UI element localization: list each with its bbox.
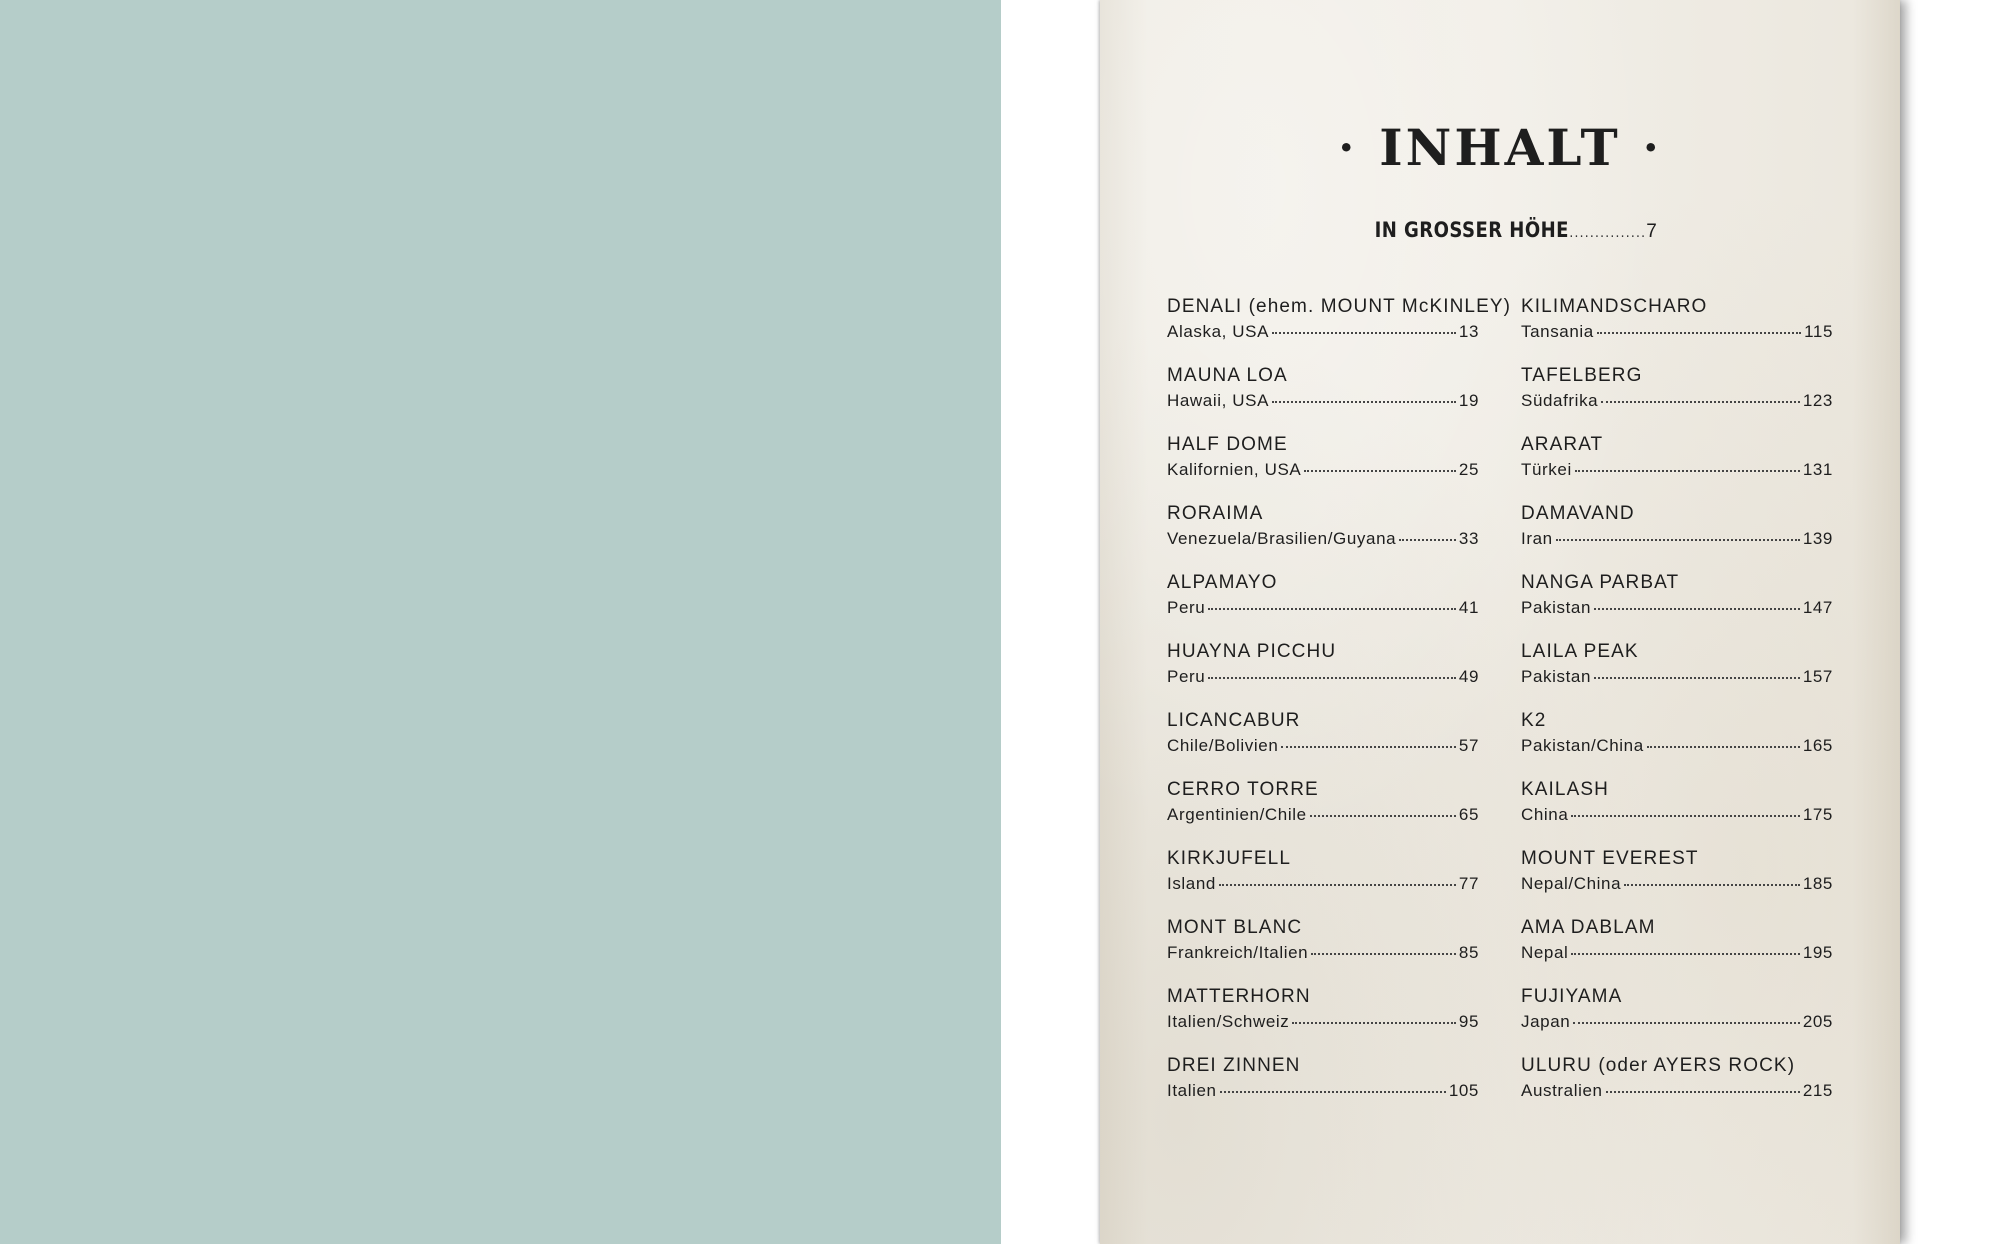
toc-leader-dots — [1399, 538, 1456, 541]
toc-leader-dots — [1624, 883, 1800, 886]
toc-entry-name: CERRO TORRE — [1167, 779, 1319, 800]
toc-leader-dots — [1594, 676, 1800, 679]
toc-entry — [1167, 708, 1479, 777]
toc-entry-line — [1521, 320, 1833, 344]
toc-entry — [1521, 294, 1833, 363]
toc-entry-name: DAMAVAND — [1521, 503, 1635, 524]
toc-entry-name: HALF DOME — [1167, 434, 1288, 455]
page-title — [1100, 118, 1900, 177]
toc-entry-name: ARARAT — [1521, 434, 1604, 455]
toc-entry-page: 19 — [1458, 391, 1479, 410]
toc-entry-page: 131 — [1802, 460, 1833, 479]
toc-entry-location: Italien/Schweiz — [1167, 1012, 1290, 1031]
toc-entry-location: Alaska, USA — [1167, 322, 1270, 341]
toc-entry-line — [1167, 458, 1479, 482]
toc-leader-dots — [1272, 331, 1456, 334]
toc-entry-page: 115 — [1804, 322, 1833, 341]
toc-entry-line — [1521, 665, 1833, 689]
intro-entry — [1100, 218, 1900, 243]
toc-entry-line — [1167, 872, 1479, 896]
toc-entry-line — [1167, 1010, 1479, 1034]
toc-entry-location: Italien — [1167, 1081, 1217, 1100]
toc-leader-dots — [1208, 607, 1456, 610]
toc-entry — [1521, 570, 1833, 639]
toc-entry-name: KILIMANDSCHARO — [1521, 296, 1708, 317]
toc-entry — [1521, 1053, 1833, 1122]
title-dot-left: · — [1338, 120, 1358, 174]
toc-entry-line — [1521, 734, 1833, 758]
toc-column-left — [1167, 294, 1512, 1122]
toc-entry-line — [1521, 389, 1833, 413]
toc-leader-dots — [1304, 469, 1456, 472]
toc-entry-line — [1521, 872, 1833, 896]
toc-leader-dots — [1594, 607, 1800, 610]
toc-entry-line — [1521, 458, 1833, 482]
toc-entry-name: NANGA PARBAT — [1521, 572, 1680, 593]
toc-leader-dots — [1606, 1090, 1800, 1093]
toc-entry — [1521, 846, 1833, 915]
toc-entry-location: Nepal — [1521, 943, 1569, 962]
toc-entry-page: 57 — [1458, 736, 1479, 755]
intro-title: IN GROSSER HÖHE — [1374, 218, 1570, 242]
toc-entry-location: Südafrika — [1521, 391, 1599, 410]
toc-entry-page: 33 — [1458, 529, 1479, 548]
toc-leader-dots — [1272, 400, 1456, 403]
toc-entry-name: MATTERHORN — [1167, 986, 1311, 1007]
toc-entry — [1167, 570, 1479, 639]
toc-leader-dots — [1556, 538, 1800, 541]
toc-entry-location: Pakistan/China — [1521, 736, 1644, 755]
toc-entry-location: Peru — [1167, 667, 1206, 686]
toc-entry-name: MOUNT EVEREST — [1521, 848, 1699, 869]
toc-leader-dots — [1219, 883, 1456, 886]
toc-entry-page: 65 — [1458, 805, 1479, 824]
toc-entry-page: 25 — [1458, 460, 1479, 479]
toc-entry-page: 49 — [1458, 667, 1479, 686]
toc-entry-location: Argentinien/Chile — [1167, 805, 1307, 824]
toc-leader-dots — [1220, 1090, 1446, 1093]
toc-page — [1100, 0, 1900, 1244]
toc-entry — [1167, 432, 1479, 501]
toc-entry-line — [1167, 734, 1479, 758]
toc-entry — [1521, 363, 1833, 432]
toc-entry-name: ULURU (oder AYERS ROCK) — [1521, 1055, 1796, 1076]
toc-entry-location: Tansania — [1521, 322, 1594, 341]
toc-entry-line — [1167, 1079, 1479, 1103]
toc-entry-page: 41 — [1458, 598, 1479, 617]
toc-entry-location: Japan — [1521, 1012, 1571, 1031]
toc-entry-name: DENALI (ehem. MOUNT McKINLEY) — [1167, 296, 1512, 317]
toc-leader-dots — [1292, 1021, 1456, 1024]
toc-entry-page: 215 — [1802, 1081, 1833, 1100]
toc-entry-location: Pakistan — [1521, 667, 1592, 686]
toc-entry — [1521, 639, 1833, 708]
intro-page-number: 7 — [1646, 221, 1657, 242]
toc-entry-page: 157 — [1802, 667, 1833, 686]
toc-entry-page: 205 — [1802, 1012, 1833, 1031]
toc-entry — [1167, 294, 1512, 363]
toc-entry-line — [1167, 596, 1479, 620]
toc-entry-line — [1521, 596, 1833, 620]
toc-entry — [1521, 708, 1833, 777]
intro-leader-dots: ............... — [1569, 226, 1647, 241]
toc-entry-location: Peru — [1167, 598, 1206, 617]
toc-entry-line — [1521, 527, 1833, 551]
toc-entry-page: 175 — [1802, 805, 1833, 824]
toc-entry — [1521, 984, 1833, 1053]
toc-leader-dots — [1281, 745, 1455, 748]
toc-entry-line — [1521, 1010, 1833, 1034]
toc-entry — [1167, 915, 1479, 984]
toc-leader-dots — [1575, 469, 1800, 472]
toc-entry-location: Iran — [1521, 529, 1553, 548]
toc-leader-dots — [1597, 331, 1801, 334]
toc-entry-name: DREI ZINNEN — [1167, 1055, 1301, 1076]
toc-leader-dots — [1647, 745, 1800, 748]
toc-entry-location: China — [1521, 805, 1569, 824]
toc-entry — [1521, 915, 1833, 984]
toc-leader-dots — [1571, 814, 1799, 817]
toc-entry-name: MAUNA LOA — [1167, 365, 1288, 386]
toc-leader-dots — [1573, 1021, 1800, 1024]
toc-entry-location: Frankreich/Italien — [1167, 943, 1309, 962]
toc-entry — [1167, 984, 1479, 1053]
toc-entry-name: KAILASH — [1521, 779, 1609, 800]
toc-entry-line — [1521, 941, 1833, 965]
toc-column-right — [1521, 294, 1833, 1122]
toc-entry-name: MONT BLANC — [1167, 917, 1303, 938]
toc-entry-page: 95 — [1458, 1012, 1479, 1031]
toc-entry-line — [1167, 527, 1479, 551]
page-title-text: INHALT — [1379, 118, 1621, 177]
toc-leader-dots — [1311, 952, 1456, 955]
toc-entry-name: FUJIYAMA — [1521, 986, 1623, 1007]
toc-leader-dots — [1310, 814, 1456, 817]
toc-entry — [1167, 846, 1479, 915]
toc-leader-dots — [1208, 676, 1456, 679]
toc-entry-name: HUAYNA PICCHU — [1167, 641, 1337, 662]
toc-entry-page: 85 — [1458, 943, 1479, 962]
toc-entry-page: 13 — [1458, 322, 1479, 341]
toc-entry-line — [1167, 389, 1479, 413]
toc-entry-location: Kalifornien, USA — [1167, 460, 1302, 479]
toc-leader-dots — [1601, 400, 1800, 403]
toc-entry — [1167, 501, 1479, 570]
toc-entry-location: Türkei — [1521, 460, 1572, 479]
toc-entry — [1167, 639, 1479, 708]
toc-entry-location: Australien — [1521, 1081, 1603, 1100]
toc-entry-line — [1167, 803, 1479, 827]
toc-entry-page: 185 — [1802, 874, 1833, 893]
toc-entry-name: LAILA PEAK — [1521, 641, 1639, 662]
toc-entry-page: 165 — [1802, 736, 1833, 755]
toc-entry-page: 123 — [1802, 391, 1833, 410]
toc-leader-dots — [1571, 952, 1799, 955]
toc-entry — [1521, 777, 1833, 846]
toc-entry-name: RORAIMA — [1167, 503, 1264, 524]
toc-entry-name: TAFELBERG — [1521, 365, 1643, 386]
toc-entry — [1167, 1053, 1479, 1122]
toc-entry-name: ALPAMAYO — [1167, 572, 1278, 593]
toc-entry-name: AMA DABLAM — [1521, 917, 1656, 938]
toc-entry-name: KIRKJUFELL — [1167, 848, 1291, 869]
toc-entry-location: Pakistan — [1521, 598, 1592, 617]
toc-entry-location: Venezuela/Brasilien/Guyana — [1167, 529, 1397, 548]
toc-entry-line — [1521, 1079, 1833, 1103]
toc-entry-line — [1167, 665, 1479, 689]
title-dot-right: · — [1642, 120, 1662, 174]
toc-entry — [1167, 777, 1479, 846]
toc-entry-page: 105 — [1448, 1081, 1479, 1100]
toc-entry-page: 195 — [1802, 943, 1833, 962]
toc-entry-page: 77 — [1458, 874, 1479, 893]
toc-entry-name: LICANCABUR — [1167, 710, 1301, 731]
toc-entry-page: 147 — [1802, 598, 1833, 617]
toc-entry-page: 139 — [1802, 529, 1833, 548]
toc-entry — [1521, 432, 1833, 501]
toc-entry-location: Hawaii, USA — [1167, 391, 1270, 410]
toc-entry-name: K2 — [1521, 710, 1547, 731]
toc-entry-line — [1167, 320, 1479, 344]
toc-entry-location: Chile/Bolivien — [1167, 736, 1279, 755]
toc-entry — [1167, 363, 1479, 432]
toc-entry-location: Island — [1167, 874, 1216, 893]
toc-entry-line — [1167, 941, 1479, 965]
toc-entry — [1521, 501, 1833, 570]
toc-entry-line — [1521, 803, 1833, 827]
toc-entry-location: Nepal/China — [1521, 874, 1622, 893]
